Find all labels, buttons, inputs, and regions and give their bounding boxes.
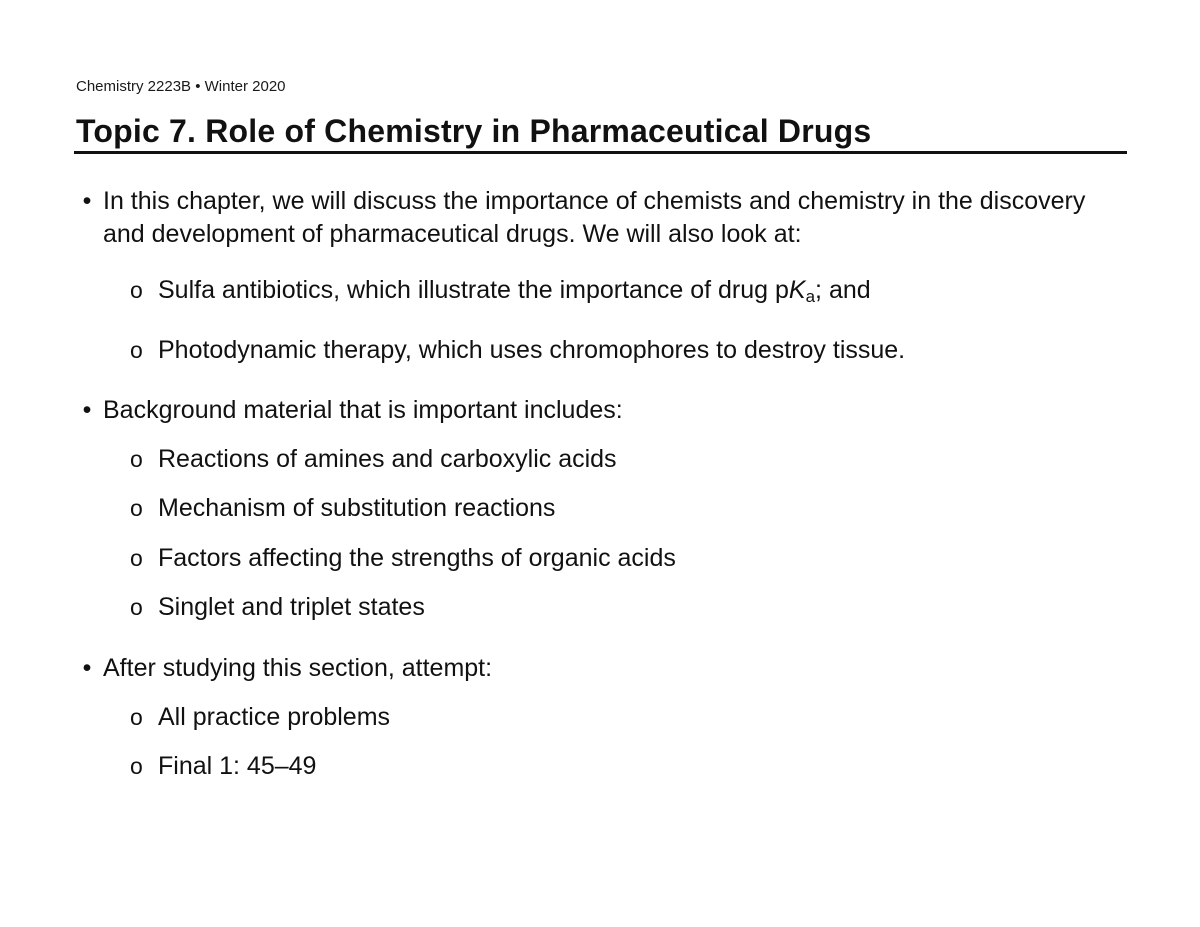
- sub-item-text: All practice problems: [158, 703, 391, 731]
- pka-subscript: a: [805, 287, 816, 306]
- sub-item-text: Photodynamic therapy, which uses chromophores to destroy tissue.: [158, 336, 906, 364]
- sub-item-text-prefix: Sulfa antibiotics, which illustrate the importance of drug p: [158, 276, 789, 304]
- course-header: Chemistry 2223B • Winter 2020: [76, 78, 286, 95]
- sub-marker: o: [130, 495, 143, 521]
- sub-marker: o: [130, 446, 143, 472]
- sub-item-text-suffix: ; and: [815, 276, 871, 304]
- sub-item-text: [158, 274, 1088, 313]
- sub-marker: o: [130, 704, 143, 730]
- sub-item-text: Mechanism of substitution reactions: [158, 494, 556, 522]
- sub-marker: o: [130, 594, 143, 620]
- bullet-marker: •: [82, 187, 92, 215]
- bullet-text: After studying this section, attempt:: [103, 654, 493, 682]
- bullet-text: In this chapter, we will discuss the importance of chemists and chemistry in the discovery and development of pharmaceutical drugs. We will also look at:: [103, 187, 1086, 248]
- sub-item-text: Reactions of amines and carboxylic acids: [158, 445, 617, 473]
- sub-item-text: Factors affecting the strengths of organic acids: [158, 544, 676, 572]
- sub-item-text: Final 1: 45–49: [158, 752, 317, 780]
- sub-item-text: Singlet and triplet states: [158, 593, 425, 621]
- bullet-marker: •: [82, 396, 92, 424]
- page-title: Topic 7. Role of Chemistry in Pharmaceutical Drugs: [76, 113, 872, 149]
- bullet-marker: •: [82, 654, 92, 682]
- sub-marker: o: [130, 277, 143, 303]
- sub-marker: o: [130, 753, 143, 779]
- bullet-text: Background material that is important includes:: [103, 396, 623, 424]
- sub-marker: o: [130, 545, 143, 571]
- title-underline: [74, 151, 1127, 154]
- sub-marker: o: [130, 337, 143, 363]
- pka-symbol: K: [788, 276, 806, 304]
